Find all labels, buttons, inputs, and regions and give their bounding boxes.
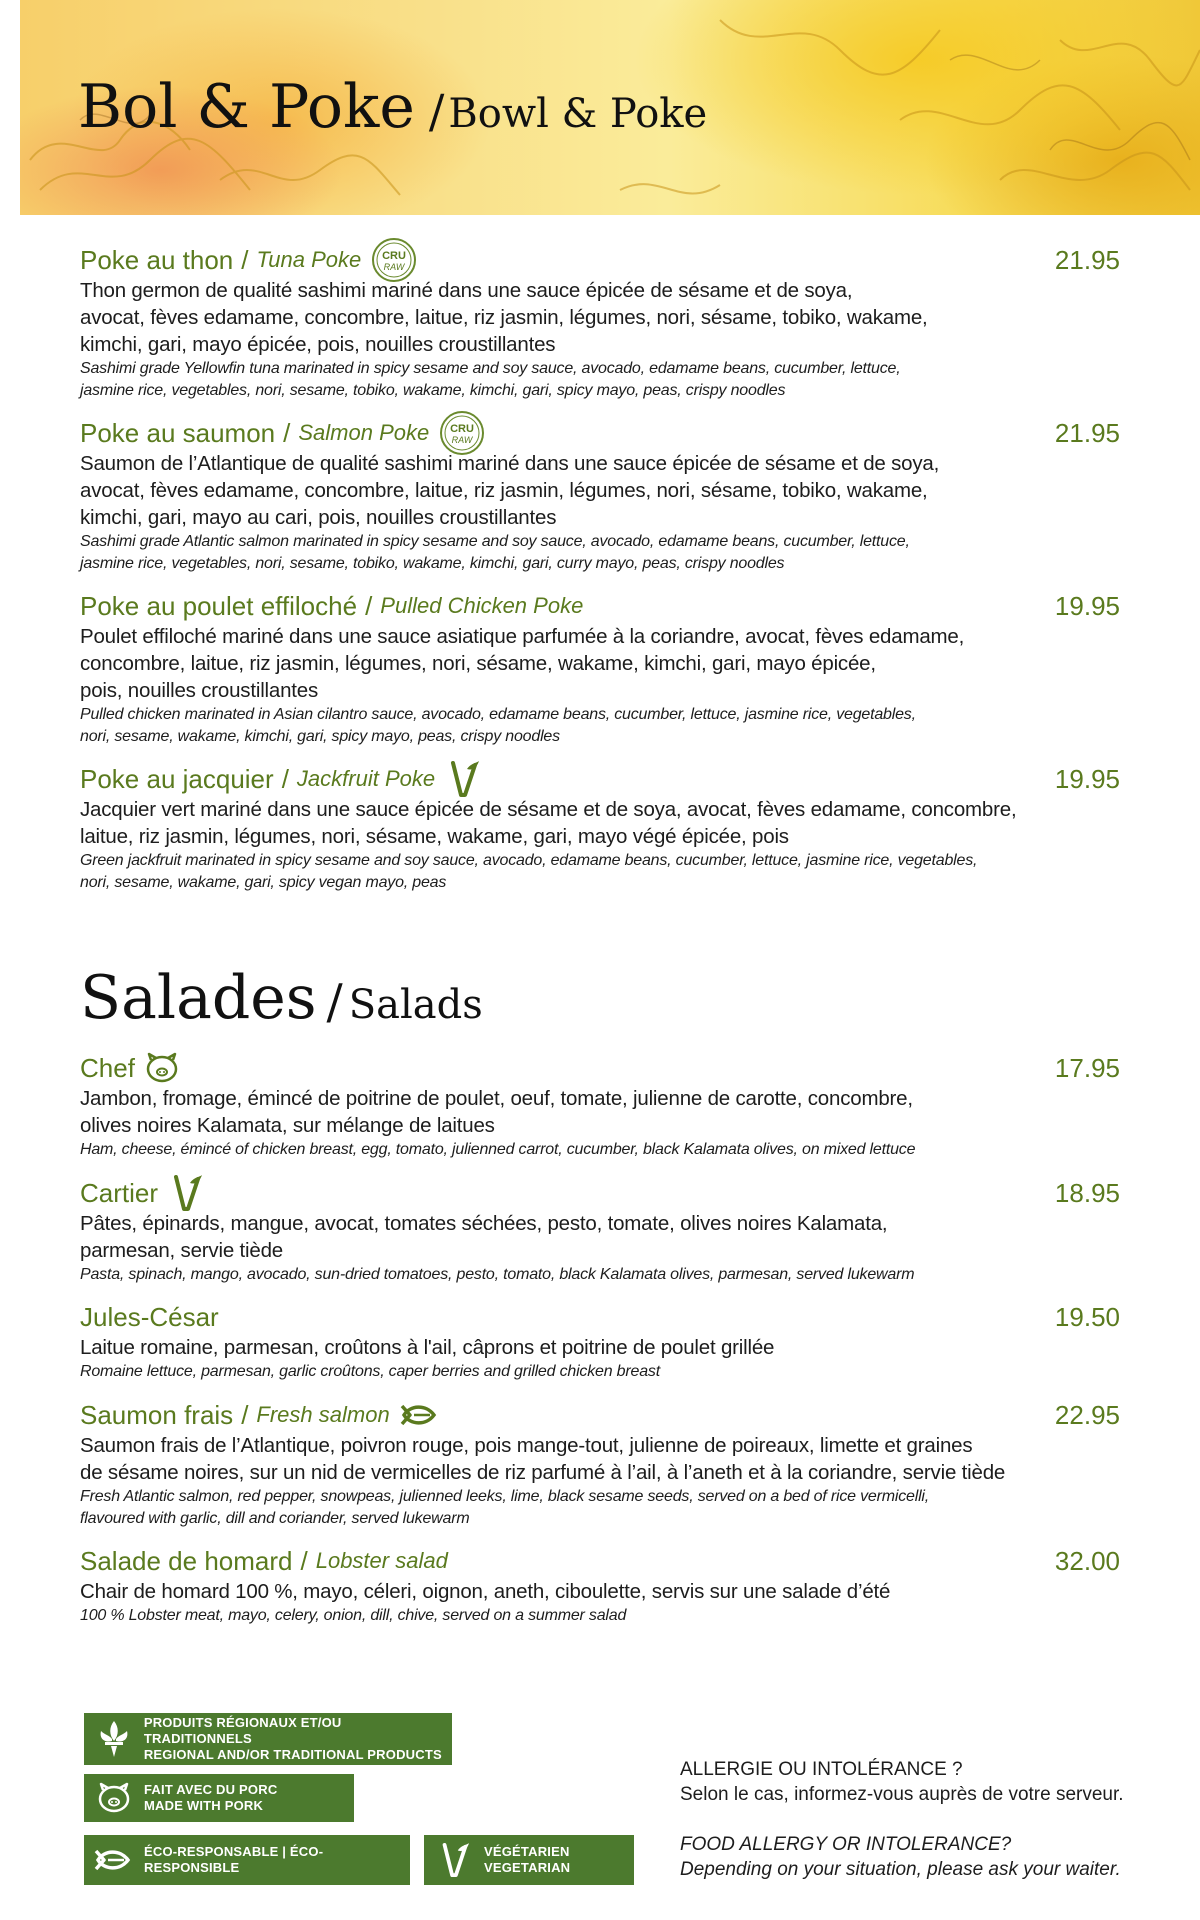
- item-name-fr: Saumon frais: [80, 1399, 234, 1430]
- section-title-fr: Salades: [80, 963, 317, 1033]
- legend-pork-text: FAIT AVEC DU PORC MADE WITH PORK: [144, 1782, 278, 1813]
- item-description-en: Fresh Atlantic salmon, red pepper, snowpeas, julienned leeks, lime, black sesame seeds, served on a bed of rice vermicelli, flavoured with garlic, dill and coriander, served lukewarm: [80, 1488, 930, 1527]
- svg-text:RAW: RAW: [451, 435, 473, 445]
- item-price: 17.95: [1054, 1053, 1120, 1083]
- item-description-fr: Poulet effiloché mariné dans une sauce asiatique parfumée à la coriandre, avocat, fèves edamame, concombre, laitue, riz jasmin, légumes, nori, sésame, wakame, kimchi, gari, mayo épicée, pois, nouilles croustillantes: [80, 625, 965, 702]
- pork-icon: [145, 1052, 179, 1084]
- allergy-title-fr: ALLERGIE OU INTOLÉRANCE ?: [680, 1759, 963, 1780]
- item-name-en: Fresh salmon: [256, 1402, 390, 1427]
- item-description-en: Pasta, spinach, mango, avocado, sun-dried tomatoes, pesto, tomato, black Kalamata olives, parmesan, served lukewarm: [80, 1266, 915, 1283]
- menu-item-jules-cesar-salad: [80, 1300, 1120, 1383]
- vegetarian-icon: [434, 1840, 474, 1880]
- item-name-separator: /: [283, 417, 291, 448]
- raw-badge-icon: [371, 237, 417, 283]
- item-description-fr: Saumon frais de l’Atlantique, poivron rouge, pois mange-tout, julienne de poireaux, limette et graines de sésame noires, sur un nid de vermicelles de riz parfumé à l’ail, à l’aneth et à la coriandre, servie tiède: [80, 1434, 1006, 1484]
- item-price: 19.95: [1054, 764, 1120, 794]
- section-title-salads: [80, 963, 483, 1033]
- allergy-text-en: Depending on your situation, please ask your waiter.: [680, 1859, 1121, 1880]
- item-name-en: Jackfruit Poke: [296, 766, 436, 791]
- item-description-fr: Jacquier vert mariné dans une sauce épicée de sésame et de soya, avocat, fèves edamame, concombre, laitue, riz jasmin, légumes, nori, sésame, wakame, gari, mayo végé épicée, pois: [80, 798, 1017, 848]
- legend-vegetarian: [424, 1835, 634, 1885]
- menu-item-pulled-chicken-poke: [80, 589, 1120, 748]
- item-name-en: Salmon Poke: [298, 420, 430, 445]
- legend-vegetarian-text: VÉGÉTARIEN VEGETARIAN: [484, 1844, 571, 1875]
- item-price: 21.95: [1054, 245, 1120, 275]
- item-name-fr: Poke au thon: [80, 244, 234, 275]
- legend-regional: [84, 1713, 452, 1765]
- fleur-de-lis-icon: [94, 1719, 134, 1759]
- legend-eco: [84, 1835, 410, 1885]
- item-price: 22.95: [1054, 1400, 1120, 1430]
- header-banner: [20, 0, 1200, 215]
- menu-item-tuna-poke: [80, 243, 1120, 402]
- item-name-separator: /: [365, 590, 373, 621]
- section-title-separator: /: [326, 974, 343, 1030]
- menu-item-jackfruit-poke: [80, 762, 1120, 894]
- page-title-en: Bowl & Poke: [448, 91, 708, 137]
- item-description-fr: Chair de homard 100 %, mayo, céleri, oignon, aneth, ciboulette, servis sur une salade d’été: [80, 1580, 891, 1603]
- svg-text:RAW: RAW: [383, 262, 405, 272]
- title-separator: /: [428, 84, 445, 138]
- item-description-en: Pulled chicken marinated in Asian cilantro sauce, avocado, edamame beans, cucumber, lettuce, jasmine rice, vegetables, nori, sesame, wakame, kimchi, gari, spicy mayo, peas, crispy noodles: [80, 706, 916, 745]
- item-price: 19.50: [1054, 1302, 1120, 1332]
- menu-item-chef-salad: [80, 1051, 1120, 1161]
- pork-icon: [94, 1782, 134, 1814]
- item-name-fr: Chef: [80, 1052, 135, 1083]
- item-description-fr: Thon germon de qualité sashimi mariné dans une sauce épicée de sésame et de soya, avocat, fèves edamame, concombre, laitue, riz jasmin, légumes, nori, sésame, tobiko, wakame, kimchi, gari, mayo épicée, pois, nouilles croustillantes: [80, 279, 928, 356]
- allergy-note-fr: [680, 1757, 1124, 1807]
- legend-pork: [84, 1774, 354, 1822]
- item-name-fr: Poke au saumon: [80, 417, 276, 448]
- menu-item-cartier-salad: [80, 1176, 1120, 1286]
- page-title: [78, 72, 707, 142]
- item-name-fr: Poke au jacquier: [80, 763, 274, 794]
- allergy-title-en: FOOD ALLERGY OR INTOLERANCE?: [680, 1834, 1012, 1855]
- item-description-en: Sashimi grade Atlantic salmon marinated in spicy sesame and soy sauce, avocado, edamame beans, cucumber, lettuce, jasmine rice, vegetables, nori, sesame, tobiko, wakame, kimchi, gari, curry mayo, peas, crispy noodles: [80, 533, 910, 572]
- svg-text:CRU: CRU: [450, 423, 475, 435]
- section-title-en: Salads: [348, 982, 483, 1028]
- page-title-fr: Bol & Poke: [78, 72, 415, 142]
- item-name-fr: Poke au poulet effiloché: [80, 590, 358, 621]
- item-name-fr: Jules-César: [80, 1301, 219, 1332]
- item-price: 18.95: [1054, 1178, 1120, 1208]
- menu-item-lobster-salad: [80, 1544, 1120, 1627]
- menu-item-salmon-poke: [80, 416, 1120, 575]
- allergy-note-en: [680, 1832, 1121, 1882]
- item-name-en: Lobster salad: [315, 1548, 448, 1573]
- vegetarian-icon: [168, 1173, 204, 1213]
- item-description-en: 100 % Lobster meat, mayo, celery, onion, dill, chive, served on a summer salad: [80, 1607, 627, 1624]
- item-name-en: Tuna Poke: [256, 247, 362, 272]
- item-description-en: Sashimi grade Yellowfin tuna marinated in spicy sesame and soy sauce, avocado, edamame beans, cucumber, lettuce, jasmine rice, vegetables, nori, sesame, tobiko, wakame, kimchi, gari, spicy mayo, peas, crispy noodles: [80, 360, 901, 399]
- allergy-text-fr: Selon le cas, informez-vous auprès de votre serveur.: [680, 1784, 1124, 1805]
- item-description-fr: Saumon de l’Atlantique de qualité sashimi mariné dans une sauce épicée de sésame et de soya, avocat, fèves edamame, concombre, laitue, riz jasmin, légumes, nori, sésame, tobiko, wakame, kimchi, gari, mayo au cari, pois, nouilles croustillantes: [80, 452, 940, 529]
- eco-fish-icon: [94, 1847, 134, 1873]
- item-price: 21.95: [1054, 418, 1120, 448]
- item-description-fr: Jambon, fromage, émincé de poitrine de poulet, oeuf, tomate, julienne de carotte, concombre, olives noires Kalamata, sur mélange de laitues: [80, 1087, 913, 1137]
- item-description-en: Green jackfruit marinated in spicy sesame and soy sauce, avocado, edamame beans, cucumber, lettuce, jasmine rice, vegetables, nori, sesame, wakame, gari, spicy vegan mayo, peas: [80, 852, 978, 891]
- item-name-fr: Salade de homard: [80, 1545, 293, 1576]
- eco-fish-icon: [400, 1402, 440, 1428]
- item-description-en: Romaine lettuce, parmesan, garlic croûtons, caper berries and grilled chicken breast: [80, 1363, 660, 1380]
- legend-eco-text: ÉCO-RESPONSABLE | ÉCO-RESPONSIBLE: [144, 1844, 324, 1875]
- raw-badge-icon: [439, 410, 485, 456]
- menu-item-fresh-salmon-salad: [80, 1398, 1120, 1530]
- item-name-separator: /: [241, 1399, 249, 1430]
- svg-text:CRU: CRU: [382, 250, 407, 262]
- legend-regional-text: PRODUITS RÉGIONAUX ET/OU TRADITIONNELS REGIONAL AND/OR TRADITIONAL PRODUCTS: [143, 1715, 442, 1762]
- item-name-fr: Cartier: [80, 1177, 159, 1208]
- item-description-fr: Pâtes, épinards, mangue, avocat, tomates séchées, pesto, tomate, olives noires Kalamata, parmesan, servie tiède: [80, 1212, 888, 1262]
- item-name-en: Pulled Chicken Poke: [380, 593, 584, 618]
- item-name-separator: /: [241, 244, 249, 275]
- item-description-en: Ham, cheese, émincé of chicken breast, egg, tomato, julienned carrot, cucumber, black Kalamata olives, on mixed lettuce: [80, 1141, 916, 1158]
- item-description-fr: Laitue romaine, parmesan, croûtons à l'ail, câprons et poitrine de poulet grillée: [80, 1336, 775, 1359]
- vegetarian-icon: [445, 759, 481, 799]
- item-name-separator: /: [281, 763, 289, 794]
- item-price: 32.00: [1054, 1546, 1120, 1576]
- item-price: 19.95: [1054, 591, 1120, 621]
- item-name-separator: /: [300, 1545, 308, 1576]
